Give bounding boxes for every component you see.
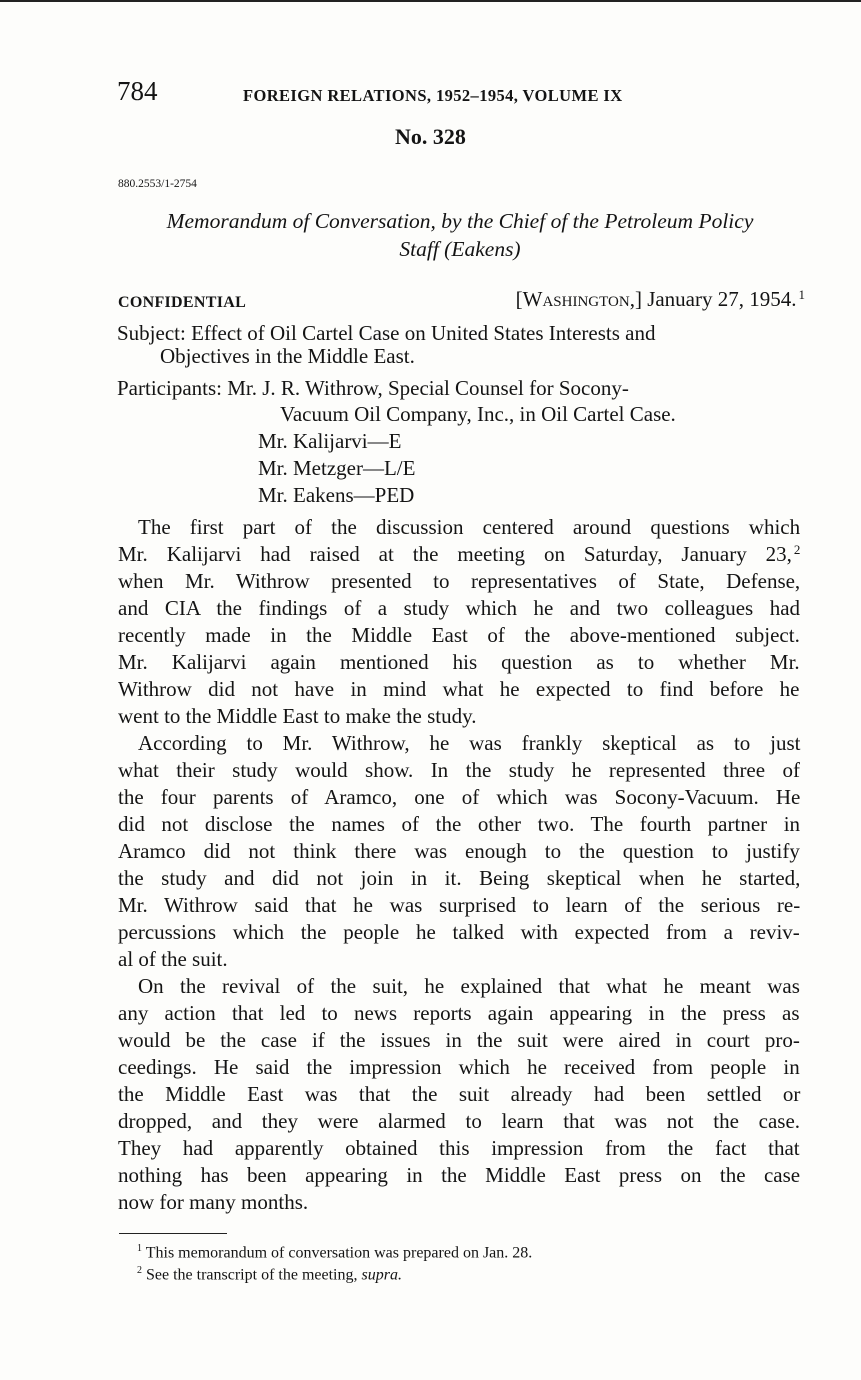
paragraph-line: al of the suit. — [118, 947, 228, 971]
participants-line2: Vacuum Oil Company, Inc., in Oil Cartel Case. — [280, 402, 676, 426]
memo-title-line2: Staff (Eakens) — [399, 237, 521, 261]
subject-text1: Effect of Oil Cartel Case on United States Interests and — [191, 321, 656, 345]
footnote-2-text: See the transcript of the meeting, — [146, 1266, 358, 1284]
paragraph-line: They had apparently obtained this impression from the fact that — [118, 1136, 800, 1160]
paragraph-line: the Middle East was that the suit already had been settled or — [118, 1082, 801, 1106]
paragraph-line: ceedings. He said the impression which he received from people in — [118, 1055, 800, 1079]
memo-title — [100, 207, 820, 263]
footnote-rule — [119, 1233, 227, 1234]
paragraph-line: According to Mr. Withrow, he was frankly skeptical as to just — [138, 731, 801, 755]
participants-label: Participants: — [117, 376, 222, 400]
paragraph-line: recently made in the Middle East of the above-mentioned subject. — [118, 623, 800, 647]
paragraph-line: the four parents of Aramco, one of which was Socony-Vacuum. He — [118, 785, 801, 809]
memo-title-line1: Memorandum of Conversation, by the Chief of the Petroleum Policy — [166, 209, 754, 233]
paragraph-line: dropped, and they were alarmed to learn that was not the case. — [118, 1109, 801, 1133]
dateline-date: January 27, 1954. — [647, 287, 797, 311]
footnote-2 — [137, 1265, 402, 1284]
subject-label: Subject: — [117, 321, 186, 345]
footnote-2-marker: 2 — [137, 1265, 142, 1276]
running-title: FOREIGN RELATIONS, 1952–1954, VOLUME IX — [243, 86, 623, 105]
paragraph-line: Mr. Kalijarvi again mentioned his question as to whether Mr. — [118, 650, 800, 674]
document-number: No. 328 — [395, 124, 466, 149]
dateline-place: [Washington,] — [515, 287, 642, 311]
page-number: 784 — [117, 76, 158, 106]
footnote-ref-2[interactable]: 2 — [793, 542, 801, 557]
paragraph-line: would be the case if the issues in the suit were aired in court pro- — [118, 1028, 800, 1052]
paragraph-line: Withrow did not have in mind what he expected to find before he — [118, 677, 800, 701]
paragraph-line: nothing has been appearing in the Middle East press on the case — [118, 1163, 801, 1187]
paragraph-line: what their study would show. In the study he represented three of — [118, 758, 800, 782]
paragraph-line: Aramco did not think there was enough to the question to justify — [118, 839, 800, 863]
paragraph-line: now for many months. — [118, 1190, 309, 1214]
participants-line1 — [117, 375, 629, 402]
paragraph-line: and CIA the findings of a study which he and two colleagues had — [118, 596, 801, 620]
paragraph-line: On the revival of the suit, he explained that what he meant was — [138, 974, 800, 998]
footnote-1-text: This memorandum of conversation was prepared on Jan. 28. — [145, 1244, 533, 1262]
participant-kalijarvi: Mr. Kalijarvi—E — [258, 429, 402, 453]
classification: CONFIDENTIAL — [118, 294, 247, 311]
paragraph-line: percussions which the people he talked with expected from a reviv- — [118, 920, 800, 944]
subject-line2: Objectives in the Middle East. — [160, 344, 415, 368]
footnote-2-italic: supra. — [361, 1266, 402, 1284]
paragraph-line: when Mr. Withrow presented to representatives of State, Defense, — [118, 569, 801, 593]
file-reference: 880.2553/1-2754 — [118, 178, 197, 190]
page-top-rule — [0, 0, 861, 2]
paragraph-line: Mr. Kalijarvi had raised at the meeting on Saturday, January 23, $^2$ — [118, 542, 801, 566]
paragraph-line: The first part of the discussion centered around questions which — [138, 515, 801, 539]
paragraph-line: did not disclose the names of the other two. The fourth partner in — [118, 812, 801, 836]
footnote-1-marker: 1 — [137, 1243, 142, 1254]
participant-eakens: Mr. Eakens—PED — [258, 483, 415, 507]
participant-metzger: Mr. Metzger—L/E — [258, 456, 416, 480]
paragraph-line: any action that led to news reports again appearing in the press as — [118, 1001, 800, 1025]
participants-text1: Mr. J. R. Withrow, Special Counsel for Socony- — [227, 376, 629, 400]
paragraph-line: Mr. Withrow said that he was surprised to learn of the serious re- — [118, 893, 801, 917]
dateline — [516, 287, 805, 312]
footnote-ref-1[interactable]: 1 — [798, 287, 805, 302]
footnote-1 — [137, 1243, 532, 1262]
paragraph-line: went to the Middle East to make the study. — [118, 704, 477, 728]
paragraph-line: the study and did not join in it. Being skeptical when he started, — [118, 866, 801, 890]
